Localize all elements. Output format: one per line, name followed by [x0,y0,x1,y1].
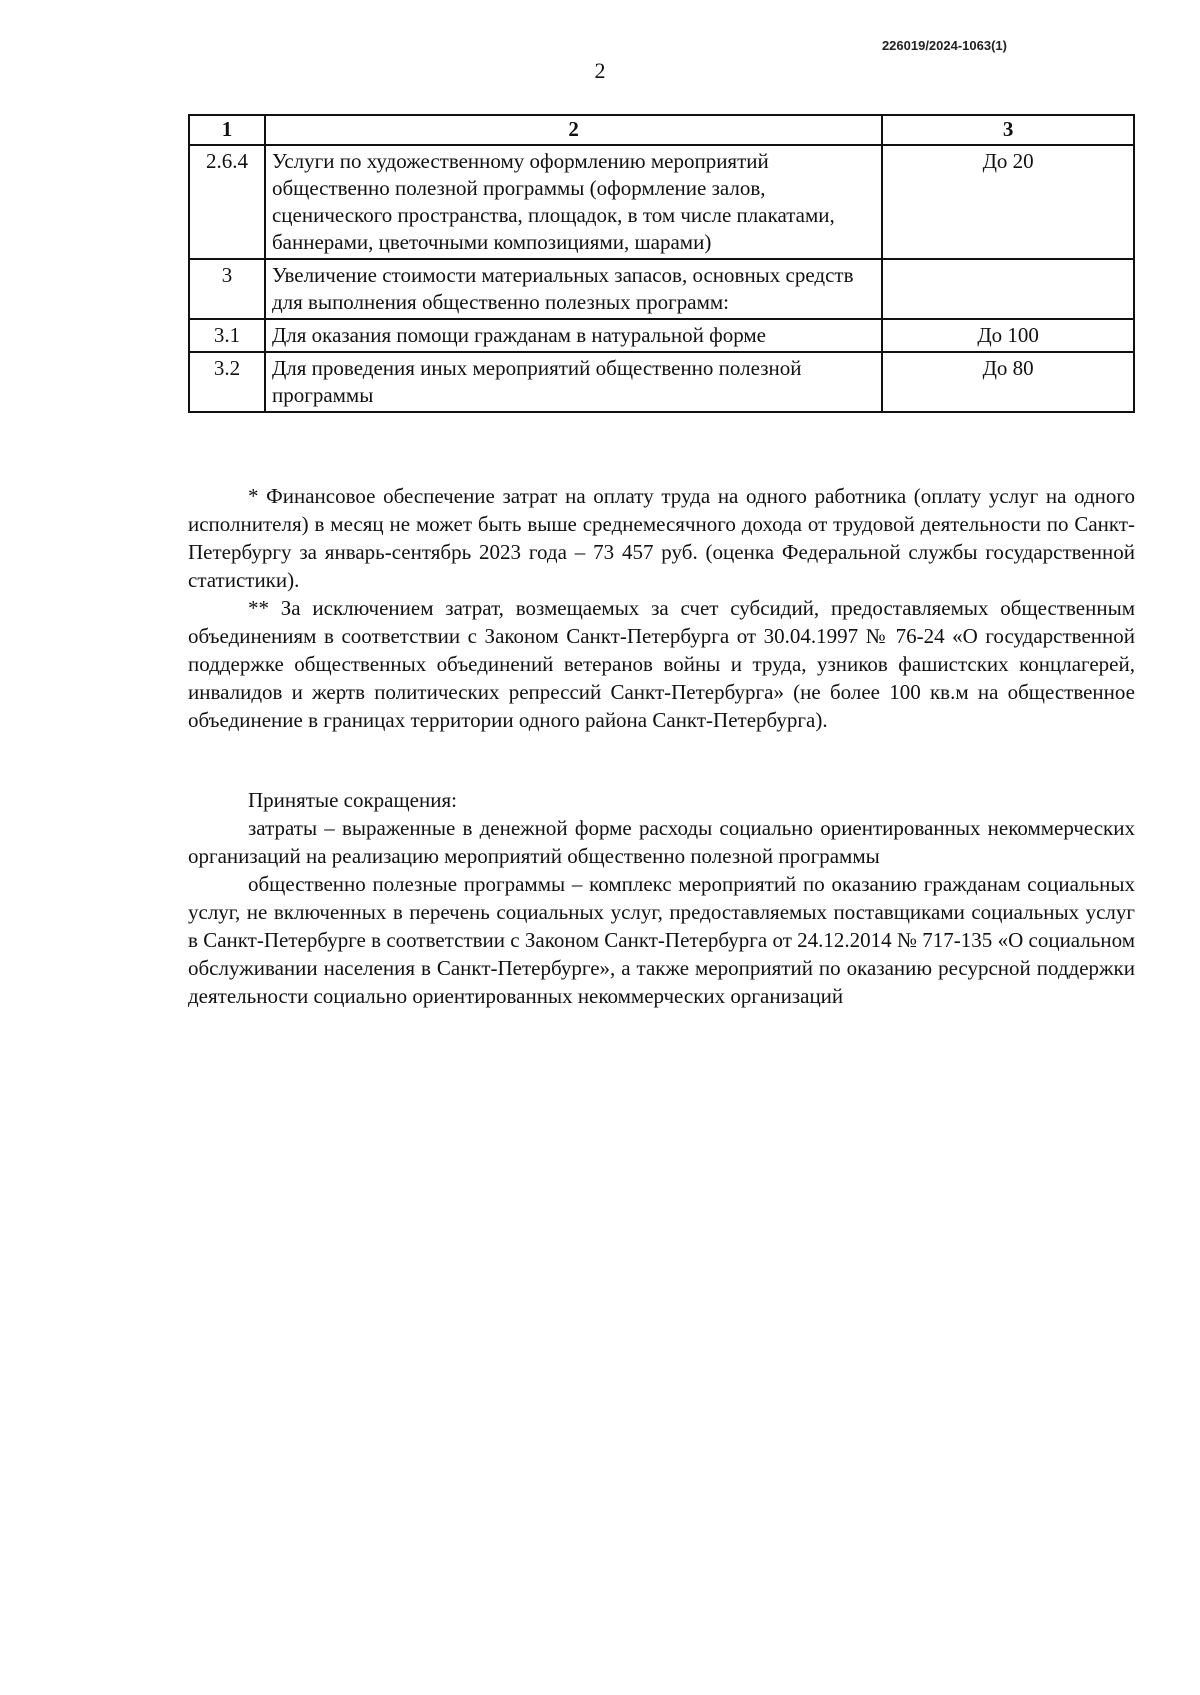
costs-table [188,114,1135,413]
row-name: Увеличение стоимости материальных запасов, основных средств для выполнения общественно полезных программ: [265,259,882,319]
row-number: 3.2 [189,352,265,412]
footnote-salary: * Финансовое обеспечение затрат на оплату труда на одного работника (оплату услуг на одного исполнителя) в месяц не может быть выше среднемесячного дохода от трудовой деятельности по Санкт-Петербургу за январь-сентябрь 2023 года – 73 457 руб. (оценка Федеральной службы государственной статистики). [188,484,1135,592]
row-name: Для оказания помощи гражданам в натуральной форме [265,319,882,352]
table-row [189,145,1134,259]
page-number: 2 [594,58,606,83]
row-number: 3 [189,259,265,319]
row-number: 3.1 [189,319,265,352]
table-row [189,352,1134,412]
abbreviations-heading: Принятые сокращения: [248,788,457,812]
row-value: До 100 [882,319,1134,352]
footnotes-section [188,482,1135,734]
table-header-cell: 1 [189,115,265,145]
document-id: 226019/2024-1063(1) [881,38,1007,53]
table-row [189,319,1134,352]
table-header-cell: 3 [882,115,1134,145]
row-name: Услуги по художественному оформлению мероприятий общественно полезной программы (оформление залов, сценического пространства, площадок, в том числе плакатами, баннерами, цветочными композициями, шарами) [265,145,882,259]
table-header-cell: 2 [265,115,882,145]
row-value: До 80 [882,352,1134,412]
row-name: Для проведения иных мероприятий общественно полезной программы [265,352,882,412]
footnote-exclusion: ** За исключением затрат, возмещаемых за счет субсидий, предоставляемых общественным объединениям в соответствии с Законом Санкт-Петербурга от 30.04.1997 № 76-24 «О государственной поддержке общественных объединений ветеранов войны и труда, узников фашистских концлагерей, инвалидов и жертв политических репрессий Санкт-Петербурга» (не более 100 кв.м на общественное объединение в границах территории одного района Санкт-Петербурга). [188,596,1135,732]
abbreviation-item: затраты – выраженные в денежной форме расходы социально ориентированных некоммерческих организаций на реализацию мероприятий общественно полезной программы [188,816,1135,868]
abbreviations-section [188,786,1135,1010]
row-number: 2.6.4 [189,145,265,259]
table-header-row [189,115,1134,145]
table-row [189,259,1134,319]
row-value [882,259,1134,319]
abbreviation-item: общественно полезные программы – комплекс мероприятий по оказанию гражданам социальных услуг, не включенных в перечень социальных услуг, предоставляемых поставщиками социальных услуг в Санкт-Петербурге в соответствии с Законом Санкт-Петербурга от 24.12.2014 № 717-135 «О социальном обслуживании населения в Санкт-Петербурге», а также мероприятий по оказанию ресурсной поддержки деятельности социально ориентированных некоммерческих организаций [188,872,1135,1008]
row-value: До 20 [882,145,1134,259]
